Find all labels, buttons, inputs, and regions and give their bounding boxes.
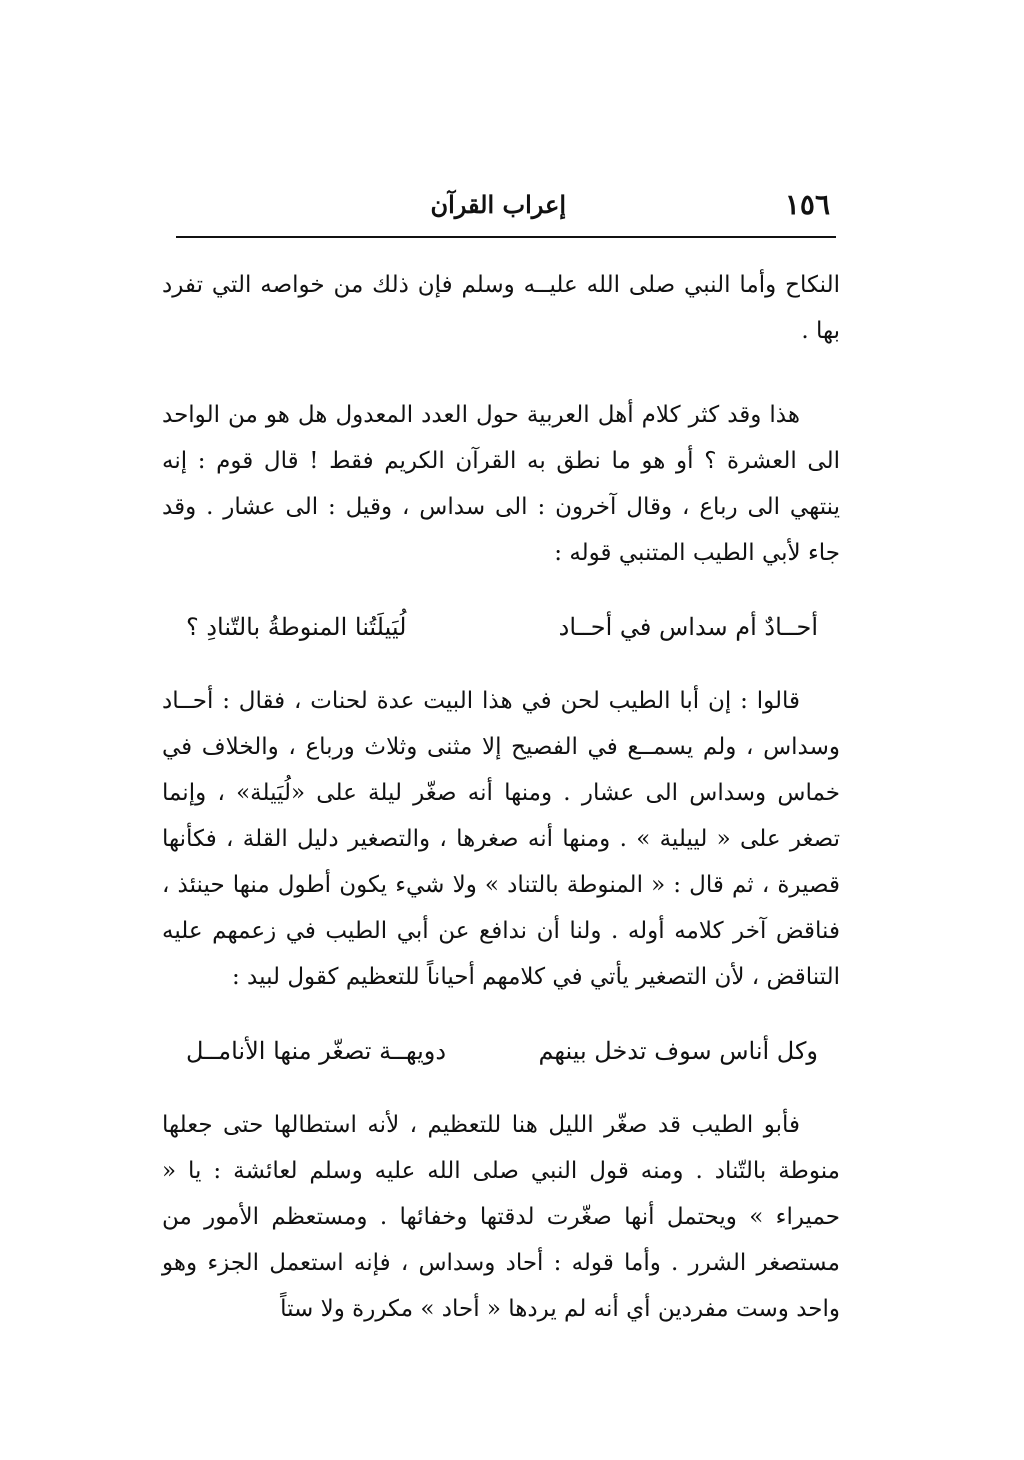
paragraph-3: قالوا : إن أبا الطيب لحن في هذا البيت عدة لحنات ، فقال : أحــاد وسداس ، ولم يسمــع في الفصيح إلا مثنى وثلاث ورباع ، والخلاف في خماس وسداس الى عشار . ومنها أنه صغّر ليلة على «لُيَيلة» ، وإنما تصغر على « لييلية » . ومنها أنه صغرها ، والتصغير دليل القلة ، فكأنها قصيرة ، ثم قال : « المنوطة بالتناد » ولا شيء يكون أطول منها حينئذ ، فناقض آخر كلامه أوله . ولنا أن ندافع عن أبي الطيب في زعمهم عليه التناقض ، لأن التصغير يأتي في كلامهم أحياناً للتعظيم كقول لبيد : bbox=[162, 688, 840, 990]
page-number: ١٥٦ bbox=[784, 188, 830, 221]
verse-first-hemistich: أحــادٌ أم سداس في أحــاد bbox=[558, 613, 818, 641]
verse-second-hemistich: لُيَيلَتُنا المنوطةُ بالتّنادِ ؟ bbox=[186, 613, 407, 641]
verse-mutanabbi bbox=[162, 604, 840, 650]
paragraph-2: هذا وقد كثر كلام أهل العربية حول العدد المعدول هل هو من الواحد الى العشرة ؟ أو هو ما نطق به القرآن الكريم فقط ! قال قوم : إنه ينتهي الى رباع ، وقال آخرون : الى سداس ، وقيل : الى عشار . وقد جاء لأبي الطيب المتنبي قوله : bbox=[162, 402, 840, 566]
header-divider bbox=[176, 236, 836, 238]
paragraph-spacer bbox=[162, 1074, 840, 1102]
paragraph-1: النكاح وأما النبي صلى الله عليــه وسلم فإن ذلك من خواصه التي تفرد بها . bbox=[162, 272, 840, 344]
paragraph-spacer bbox=[162, 354, 840, 392]
verse-spacer bbox=[162, 1000, 840, 1028]
verse-second-hemistich: دويهــة تصغّر منها الأنامــل bbox=[186, 1037, 447, 1065]
verse-spacer bbox=[162, 576, 840, 604]
page-header bbox=[176, 178, 836, 232]
verse-labid bbox=[162, 1028, 840, 1074]
paragraph-4: فأبو الطيب قد صغّر الليل هنا للتعظيم ، لأنه استطالها حتى جعلها منوطة بالتّناد . ومنه قول النبي صلى الله عليه وسلم لعائشة : يا « حميراء » ويحتمل أنها صغّرت لدقتها وخفائها . ومستعظم الأمور من مستصغر الشرر . وأما قوله : أحاد وسداس ، فإنه استعمل الجزء وهو واحد وست مفردين أي أنه لم يردها « أحاد » مكررة ولا ستاً bbox=[162, 1112, 840, 1322]
verse-first-hemistich: وكل أناس سوف تدخل بينهم bbox=[538, 1037, 818, 1065]
running-title: إعراب القرآن bbox=[430, 190, 566, 219]
verse-spacer bbox=[162, 650, 840, 678]
page-body bbox=[162, 262, 840, 1332]
